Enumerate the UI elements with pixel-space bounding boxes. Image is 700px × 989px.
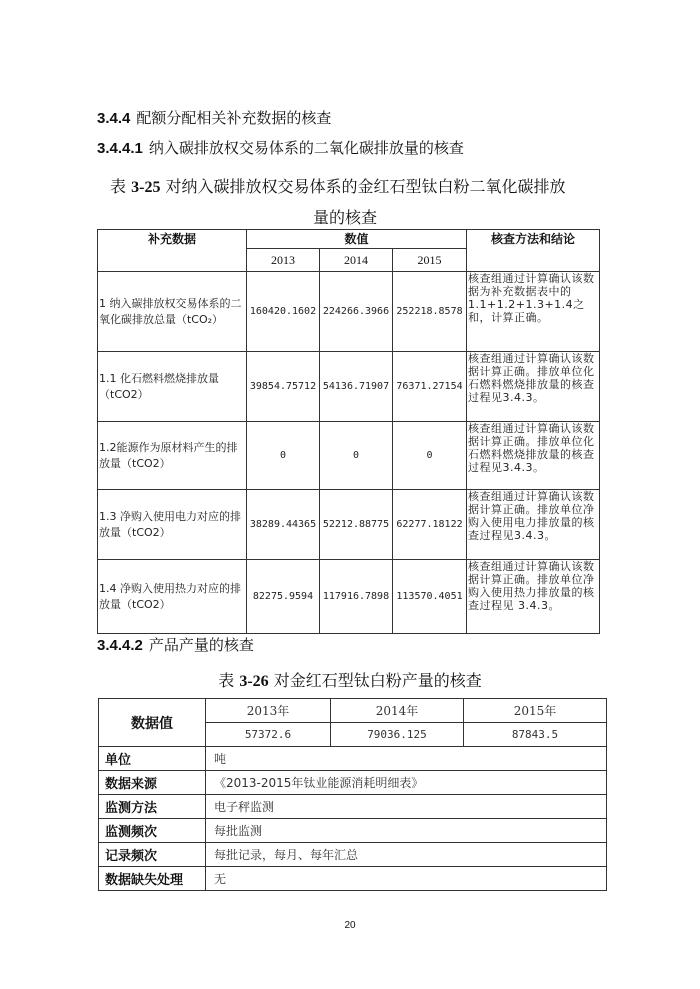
heading-text: 产品产量的核查 bbox=[148, 636, 254, 654]
row-value: 《2013-2015年钛业能源消耗明细表》 bbox=[206, 771, 607, 795]
caption-number: 3-25 bbox=[131, 179, 161, 196]
row-key: 数据缺失处理 bbox=[99, 867, 206, 891]
heading-3-4-4 bbox=[97, 107, 331, 128]
table-row bbox=[99, 747, 607, 771]
year-header: 2014年 bbox=[331, 699, 464, 723]
production-value: 87843.5 bbox=[464, 723, 607, 747]
table-row bbox=[99, 795, 607, 819]
value-2015: 252218.8578 bbox=[393, 272, 467, 352]
heading-number: 3.4.4.2 bbox=[97, 637, 143, 654]
row-value: 电子秤监测 bbox=[206, 795, 607, 819]
row-label: 1.2能源作为原材料产生的排放量（tCO2） bbox=[98, 422, 247, 490]
production-value: 57372.6 bbox=[206, 723, 331, 747]
value-2014: 0 bbox=[320, 422, 393, 490]
caption-text: 对金红石型钛白粉产量的核查 bbox=[273, 671, 482, 690]
table-3-25-caption bbox=[110, 172, 610, 233]
value-2013: 160420.1602 bbox=[247, 272, 320, 352]
row-key: 数据来源 bbox=[99, 771, 206, 795]
table-row bbox=[98, 560, 600, 634]
table-row bbox=[99, 843, 607, 867]
value-2013: 39854.75712 bbox=[247, 352, 320, 422]
caption-prefix: 表 bbox=[218, 671, 235, 690]
year-header: 2015年 bbox=[464, 699, 607, 723]
value-2015: 0 bbox=[393, 422, 467, 490]
row-note: 核查组通过计算确认该数据为补充数据表中的 1.1+1.2+1.3+1.4之和，计算正确。 bbox=[467, 272, 600, 352]
page-number: 20 bbox=[344, 920, 356, 931]
header-year: 2014 bbox=[320, 249, 393, 272]
table-row bbox=[98, 490, 600, 560]
heading-text: 纳入碳排放权交易体系的二氧化碳排放量的核查 bbox=[148, 139, 464, 157]
header-values: 数值 bbox=[247, 230, 467, 249]
value-2014: 52212.88775 bbox=[320, 490, 393, 560]
row-label: 1 纳入碳排放权交易体系的二氧化碳排放总量（tCO₂） bbox=[98, 272, 247, 352]
table-3-25 bbox=[97, 229, 600, 634]
row-key: 监测频次 bbox=[99, 819, 206, 843]
row-value: 每批记录，每月、每年汇总 bbox=[206, 843, 607, 867]
table-row bbox=[98, 272, 600, 352]
caption-line1: 对纳入碳排放权交易体系的金红石型钛白粉二氧化碳排放 bbox=[165, 177, 566, 196]
value-2013: 38289.44365 bbox=[247, 490, 320, 560]
row-note: 核查组通过计算确认该数据计算正确。排放单位化石燃料燃烧排放量的核查过程见3.4.3。 bbox=[467, 422, 600, 490]
table-row bbox=[99, 699, 607, 723]
caption-prefix: 表 bbox=[110, 177, 127, 196]
value-2015: 76371.27154 bbox=[393, 352, 467, 422]
row-value: 吨 bbox=[206, 747, 607, 771]
table-3-26-caption bbox=[0, 668, 700, 691]
table-row bbox=[98, 352, 600, 422]
header-year: 2013 bbox=[247, 249, 320, 272]
heading-3-4-4-1 bbox=[97, 137, 464, 158]
header-year: 2015 bbox=[393, 249, 467, 272]
row-value: 每批监测 bbox=[206, 819, 607, 843]
heading-3-4-4-2 bbox=[97, 634, 254, 655]
heading-text: 配额分配相关补充数据的核查 bbox=[136, 109, 332, 127]
row-note: 核查组通过计算确认该数据计算正确。排放单位净购入使用电力排放量的核查过程见3.4.3。 bbox=[467, 490, 600, 560]
row-label: 1.1 化石燃料燃烧排放量（tCO2） bbox=[98, 352, 247, 422]
value-2015: 62277.18122 bbox=[393, 490, 467, 560]
table-3-26 bbox=[98, 698, 607, 891]
heading-number: 3.4.4.1 bbox=[97, 140, 143, 157]
row-note: 核查组通过计算确认该数据计算正确。排放单位化石燃料燃烧排放量的核查过程见3.4.3。 bbox=[467, 352, 600, 422]
caption-line2: 量的核查 bbox=[312, 208, 377, 227]
heading-number: 3.4.4 bbox=[97, 110, 131, 127]
production-value: 79036.125 bbox=[331, 723, 464, 747]
data-value-label: 数据值 bbox=[99, 699, 206, 747]
caption-number: 3-26 bbox=[239, 673, 269, 690]
value-2015: 113570.4051 bbox=[393, 560, 467, 634]
value-2013: 0 bbox=[247, 422, 320, 490]
header-method: 核查方法和结论 bbox=[467, 230, 600, 272]
row-key: 记录频次 bbox=[99, 843, 206, 867]
value-2014: 224266.3966 bbox=[320, 272, 393, 352]
row-label: 1.3 净购入使用电力对应的排放量（tCO2） bbox=[98, 490, 247, 560]
header-supplementary-data: 补充数据 bbox=[98, 230, 247, 272]
row-label: 1.4 净购入使用热力对应的排放量（tCO2） bbox=[98, 560, 247, 634]
row-key: 单位 bbox=[99, 747, 206, 771]
year-header: 2013年 bbox=[206, 699, 331, 723]
table-row bbox=[99, 867, 607, 891]
value-2014: 54136.71907 bbox=[320, 352, 393, 422]
row-value: 无 bbox=[206, 867, 607, 891]
table-row bbox=[98, 422, 600, 490]
value-2014: 117916.7898 bbox=[320, 560, 393, 634]
row-note: 核查组通过计算确认该数据计算正确。排放单位净购入使用热力排放量的核查过程见 3.4.3。 bbox=[467, 560, 600, 634]
value-2013: 82275.9594 bbox=[247, 560, 320, 634]
table-row bbox=[99, 819, 607, 843]
table-row bbox=[99, 771, 607, 795]
row-key: 监测方法 bbox=[99, 795, 206, 819]
